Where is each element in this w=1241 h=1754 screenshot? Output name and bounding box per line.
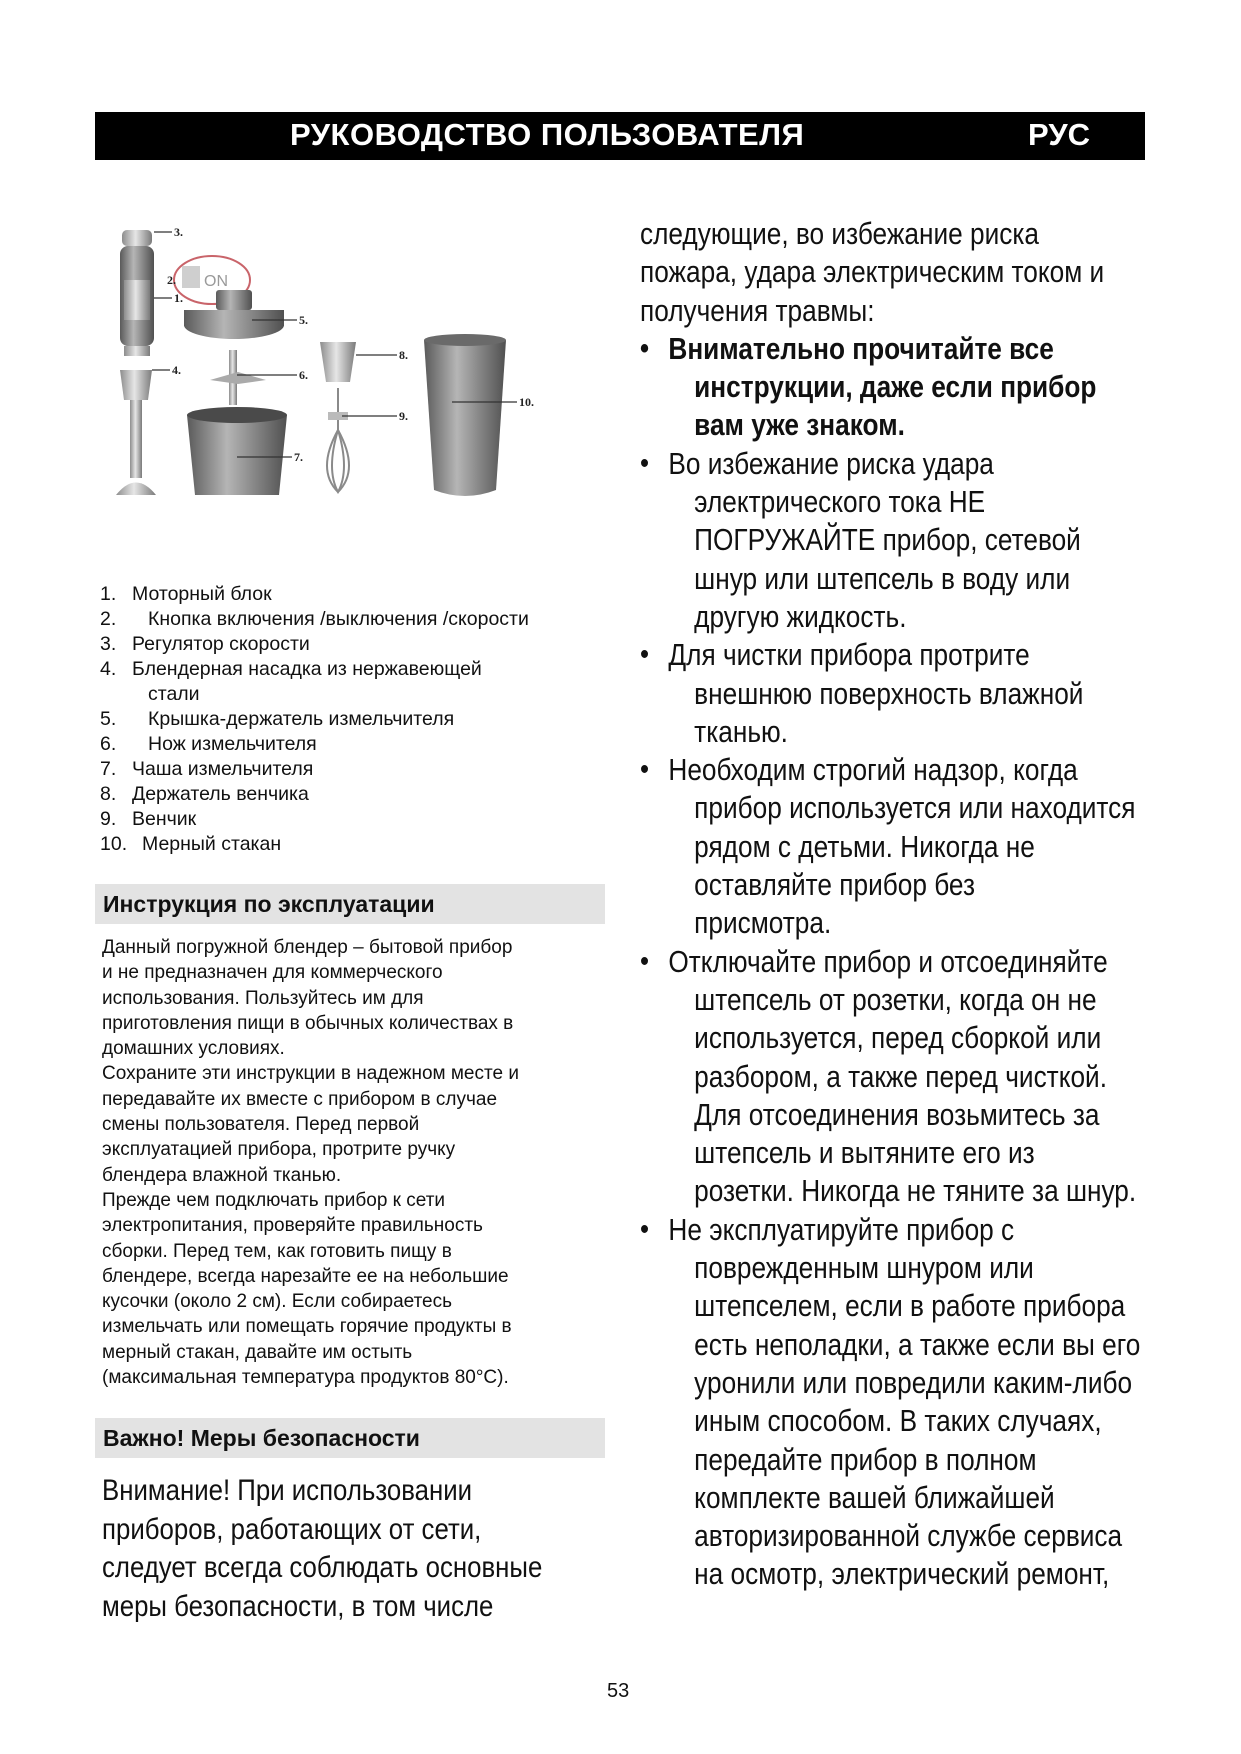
- text-line: блендера влажной тканью.: [102, 1164, 342, 1186]
- list-item: [640, 751, 1156, 942]
- list-item: 10. Мерный стакан: [100, 833, 282, 855]
- text-line: смены пользователя. Перед первой: [102, 1114, 420, 1136]
- text-line: и не предназначен для коммерческого: [102, 962, 443, 984]
- parts-list: [100, 582, 620, 857]
- page-number: 53: [607, 1680, 630, 1702]
- text-line: Прежде чем подключать прибор к сети: [102, 1189, 446, 1211]
- text-line: оставляйте прибор без: [694, 868, 975, 903]
- text-line: тканью.: [694, 714, 788, 749]
- text-line: Сохраните эти инструкции в надежном месте и: [102, 1063, 519, 1085]
- text-line: ПОГРУЖАЙТЕ прибор, сетевой: [694, 523, 1081, 558]
- text-line: Для отсоединения возьмитесь за: [694, 1097, 1100, 1132]
- safety-warning: [102, 1472, 609, 1626]
- text-line: прибор используется или находится: [694, 791, 1136, 826]
- callout-label: 4.: [172, 363, 181, 377]
- text-line: другую жидкость.: [694, 599, 907, 634]
- text-line: Внимание! При использовании: [102, 1474, 473, 1507]
- callout-label: 8.: [399, 348, 408, 362]
- text-line: розетки. Никогда не тяните за шнур.: [694, 1174, 1137, 1209]
- list-item: 3. Регулятор скорости: [100, 633, 310, 655]
- text-line: следует всегда соблюдать основные: [102, 1551, 543, 1584]
- text-line: вам уже знаком.: [694, 408, 905, 443]
- list-item: 8. Держатель венчика: [100, 783, 309, 805]
- safety-bullet-list: [640, 330, 1156, 1594]
- section-heading-usage: Инструкция по эксплуатации: [95, 884, 605, 924]
- text-line: рядом с детьми. Никогда не: [694, 829, 1035, 864]
- text-line: Отключайте прибор и отсоединяйте: [668, 944, 1108, 979]
- text-line: на осмотр, электрический ремонт,: [694, 1557, 1110, 1592]
- text-line: передайте прибор в полном: [694, 1442, 1037, 1477]
- text-line: Необходим строгий надзор, когда: [668, 753, 1078, 788]
- text-line: домашних условиях.: [102, 1038, 285, 1060]
- bullet-icon: •: [640, 331, 650, 365]
- text-line: блендере, всегда нарезайте ее на небольшие: [102, 1265, 509, 1287]
- text-line: Внимательно прочитайте все: [668, 331, 1054, 366]
- text-line: инструкции, даже если прибор: [694, 370, 1097, 405]
- bullet-icon: •: [640, 638, 650, 672]
- callout-label: 1.: [174, 291, 183, 305]
- text-line: Не эксплуатируйте прибор с: [668, 1212, 1015, 1247]
- callout-label: 2.: [167, 273, 176, 287]
- list-item: 6. Нож измельчителя: [100, 733, 317, 755]
- text-line: (максимальная температура продуктов 80°C).: [102, 1367, 509, 1389]
- whisk-holder-illustration: [320, 342, 356, 382]
- text-line: штепсель от розетки, когда он не: [694, 982, 1097, 1017]
- header-title: РУКОВОДСТВО ПОЛЬЗОВАТЕЛЯ: [290, 117, 805, 152]
- text-line: измельчать или помещать горячие продукты в: [102, 1316, 512, 1338]
- on-button-label: ON: [204, 273, 228, 290]
- list-item: 2. Кнопка включения /выключения /скорости: [100, 608, 529, 630]
- text-line: штепселем, если в работе прибора: [694, 1289, 1126, 1324]
- text-line: пожара, удара электрическим током и: [640, 255, 1105, 290]
- text-line: шнур или штепсель в воду или: [694, 561, 1071, 596]
- bullet-icon: •: [640, 446, 650, 480]
- text-line: мерный стакан, давайте им остыть: [102, 1341, 413, 1363]
- section-heading-safety: Важно! Меры безопасности: [95, 1418, 605, 1458]
- text-line: Для чистки прибора протрите: [668, 638, 1030, 673]
- callout-label: 6.: [299, 368, 308, 382]
- blender-attachment-illustration: [116, 370, 156, 495]
- list-item: 7. Чаша измельчителя: [100, 758, 314, 780]
- text-line: кусочки (около 2 см). Если собираетесь: [102, 1291, 453, 1313]
- text-line: штепсель и вытяните его из: [694, 1136, 1035, 1171]
- text-line: используется, перед сборкой или: [694, 1021, 1102, 1056]
- whisk-illustration: [327, 388, 349, 492]
- list-item: 5. Крышка-держатель измельчителя: [100, 708, 455, 730]
- callout-label: 10.: [519, 395, 534, 409]
- safety-column: [640, 215, 1156, 1594]
- text-line: Данный погружной блендер – бытовой прибор: [102, 937, 513, 958]
- callout-label: 5.: [299, 313, 308, 327]
- list-item: [640, 330, 1156, 445]
- list-item: 9. Венчик: [100, 808, 197, 830]
- product-diagram: [112, 220, 612, 590]
- text-line: авторизированной службе сервиса: [694, 1519, 1123, 1554]
- text-line: следующие, во избежание риска: [640, 217, 1039, 251]
- list-item: [640, 943, 1156, 1211]
- chopper-lid-illustration: [184, 290, 284, 339]
- list-item: 1. Моторный блок: [100, 583, 272, 605]
- text-line: получения травмы:: [640, 293, 875, 328]
- text-line: Во избежание риска удара: [668, 446, 994, 481]
- list-item: [640, 445, 1156, 636]
- text-line: меры безопасности, в том числе: [102, 1589, 494, 1623]
- text-line: передавайте их вместе с прибором в случае: [102, 1088, 498, 1110]
- text-line: уронили или повредили каким-либо: [694, 1365, 1133, 1400]
- page-header: [95, 112, 1145, 160]
- bullet-icon: •: [640, 753, 650, 787]
- bullet-icon: •: [640, 944, 650, 978]
- safety-intro: [640, 215, 1156, 330]
- header-language: РУС: [1028, 117, 1090, 152]
- text-line: иным способом. В таких случаях,: [694, 1404, 1102, 1439]
- text-line: разбором, а также перед чисткой.: [694, 1059, 1108, 1094]
- callout-label: 3.: [174, 225, 183, 239]
- text-line: есть неполадки, а также если вы его: [694, 1327, 1141, 1362]
- chopper-knife-illustration: [210, 350, 266, 405]
- beaker-illustration: [424, 334, 506, 496]
- text-line: электропитания, проверяйте правильность: [102, 1215, 483, 1237]
- text-line: использования. Пользуйтесь им для: [102, 987, 424, 1009]
- bullet-icon: •: [640, 1212, 650, 1246]
- text-line: приготовления пищи в обычных количествах в: [102, 1012, 514, 1034]
- text-line: приборов, работающих от сети,: [102, 1512, 482, 1546]
- list-item: [640, 636, 1156, 751]
- text-line: эксплуатацией прибора, протрите ручку: [102, 1139, 456, 1161]
- text-line: внешнюю поверхность влажной: [694, 676, 1084, 711]
- list-item: [640, 1211, 1156, 1594]
- text-line: сборки. Перед тем, как готовить пищу в: [102, 1240, 452, 1262]
- motor-unit-illustration: [120, 230, 154, 356]
- text-line: присмотра.: [694, 906, 832, 941]
- callout-label: 7.: [294, 450, 303, 464]
- text-line: электрического тока НЕ: [694, 485, 986, 520]
- text-line: поврежденным шнуром или: [694, 1251, 1034, 1286]
- text-line: комплекте вашей ближайшей: [694, 1480, 1055, 1515]
- chopper-bowl-illustration: [187, 407, 287, 495]
- callout-label: 9.: [399, 409, 408, 423]
- list-item: 4. Блендерная насадка из нержавеющей стали: [100, 658, 482, 705]
- usage-instructions: [102, 935, 607, 1390]
